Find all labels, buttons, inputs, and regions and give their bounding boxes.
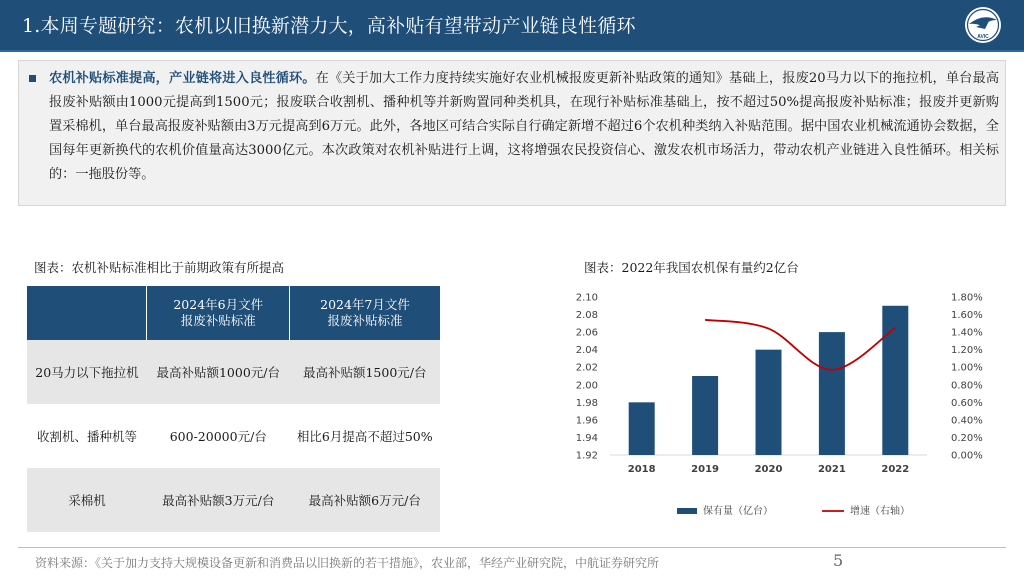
- table-cell: 收割机、播种机等: [36, 429, 137, 444]
- table-header-cell: [27, 286, 147, 340]
- header-line: 报废补贴标准: [327, 313, 403, 328]
- table-caption: 图表：农机补贴标准相比于前期政策有所提高: [34, 260, 285, 275]
- logo-text: AVIC: [977, 34, 989, 40]
- summary-paragraph: [49, 67, 999, 187]
- y-right-tick-label: 0.40%: [951, 415, 983, 427]
- y-left-tick-label: 1.98: [575, 397, 598, 409]
- x-tick-label: 2021: [817, 464, 846, 475]
- y-left-tick-label: 1.92: [575, 450, 598, 462]
- header-bar: [0, 0, 1024, 52]
- header-line: 2024年7月文件: [320, 297, 410, 312]
- y-right-tick-label: 0.80%: [951, 380, 983, 392]
- table-cell: 600-20000元/台: [169, 429, 267, 444]
- header-line: 报废补贴标准: [180, 313, 256, 328]
- bar: [692, 376, 718, 455]
- legend-bar-swatch: [677, 508, 697, 514]
- y-right-tick-label: 1.20%: [951, 345, 983, 357]
- footer-divider: [18, 547, 1006, 548]
- source-note: 资料来源：《关于加力支持大规模设备更新和消费品以旧换新的若干措施》，农业部，华经产业研究院，中航证券研究所: [35, 556, 660, 570]
- table-cell: 采棉机: [27, 468, 147, 532]
- y-right-tick-label: 0.20%: [951, 432, 983, 444]
- table-header-row: [27, 286, 440, 340]
- table-cell: 20马力以下拖拉机: [27, 340, 147, 404]
- legend-line-label: 增速（右轴）: [850, 506, 910, 517]
- x-tick-label: 2018: [627, 464, 656, 475]
- table-cell: 最高补贴额1000元/台: [147, 340, 290, 404]
- y-left-tick-label: 2.04: [575, 345, 598, 357]
- header-line: 2024年6月文件: [173, 297, 264, 312]
- table-cell: 最高补贴额3万元/台: [147, 468, 290, 532]
- summary-box: [18, 60, 1006, 206]
- table-row: [27, 468, 440, 532]
- subsidy-table: [27, 286, 440, 532]
- summary-highlight: 农机补贴标准提高，产业链将进入良性循环。: [49, 71, 316, 86]
- avic-logo-icon: [963, 5, 1003, 45]
- square-bullet-icon: [29, 75, 36, 82]
- y-left-tick-label: 2.00: [575, 380, 598, 392]
- y-right-tick-label: 1.80%: [951, 292, 983, 304]
- table-row: [27, 404, 440, 468]
- x-tick-label: 2020: [754, 464, 783, 475]
- y-left-tick-label: 2.06: [575, 327, 598, 339]
- y-right-tick-label: 1.60%: [951, 310, 983, 322]
- x-tick-label: 2019: [691, 464, 720, 475]
- table-cell: 相比6月提高不超过50%: [296, 429, 433, 444]
- bar: [756, 350, 782, 455]
- summary-body: 在《关于加大工作力度持续实施好农业机械报废更新补贴政策的通知》基础上，报废20马力以下的拖拉机，单台最高报废补贴额由1000元提高到1500元；报废联合收割机、播种机等并新购置同种类机具，在现行补贴标准基础上，按不超过50%提高报废补贴标准；报废并更新购置采棉机，单台最高报废补贴额由3万元提高到6万元。此外，各地区可结合实际自行确定新增不超过6个农机种类纳入补贴范围。据中国农业机械流通协会数据，全国每年更新换代的农机价值量高达3000亿元。本次政策对农机补贴进行上调，这将增强农民投资信心、激发农机市场活力，带动农机产业链进入良性循环。相关标的：一拖股份等。: [49, 71, 1000, 182]
- page-title: 1.本周专题研究：农机以旧换新潜力大，高补贴有望带动产业链良性循环: [22, 15, 636, 37]
- y-right-tick-label: 1.00%: [951, 362, 983, 374]
- page-number: 5: [833, 551, 844, 570]
- y-left-tick-label: 2.10: [575, 292, 598, 304]
- y-left-tick-label: 2.08: [575, 310, 598, 322]
- table-cell: 最高补贴额1500元/台: [290, 340, 440, 404]
- y-right-tick-label: 0.00%: [951, 450, 983, 462]
- growth-rate-line: [705, 320, 895, 370]
- table-header-cell: [147, 286, 290, 340]
- tractor-stock-chart: [572, 285, 992, 525]
- table-header-cell: [290, 286, 440, 340]
- y-right-tick-label: 1.40%: [951, 327, 983, 339]
- table-row: [27, 340, 440, 404]
- bar: [629, 402, 655, 455]
- y-right-tick-label: 0.60%: [951, 397, 983, 409]
- bar: [819, 332, 845, 455]
- y-left-tick-label: 2.02: [575, 362, 598, 374]
- x-tick-label: 2022: [881, 464, 910, 475]
- table-cell: 最高补贴额6万元/台: [290, 468, 440, 532]
- chart-caption: 图表：2022年我国农机保有量约2亿台: [584, 260, 799, 275]
- y-left-tick-label: 1.94: [575, 432, 598, 444]
- y-left-tick-label: 1.96: [575, 415, 598, 427]
- legend-bar-label: 保有量（亿台）: [703, 506, 773, 517]
